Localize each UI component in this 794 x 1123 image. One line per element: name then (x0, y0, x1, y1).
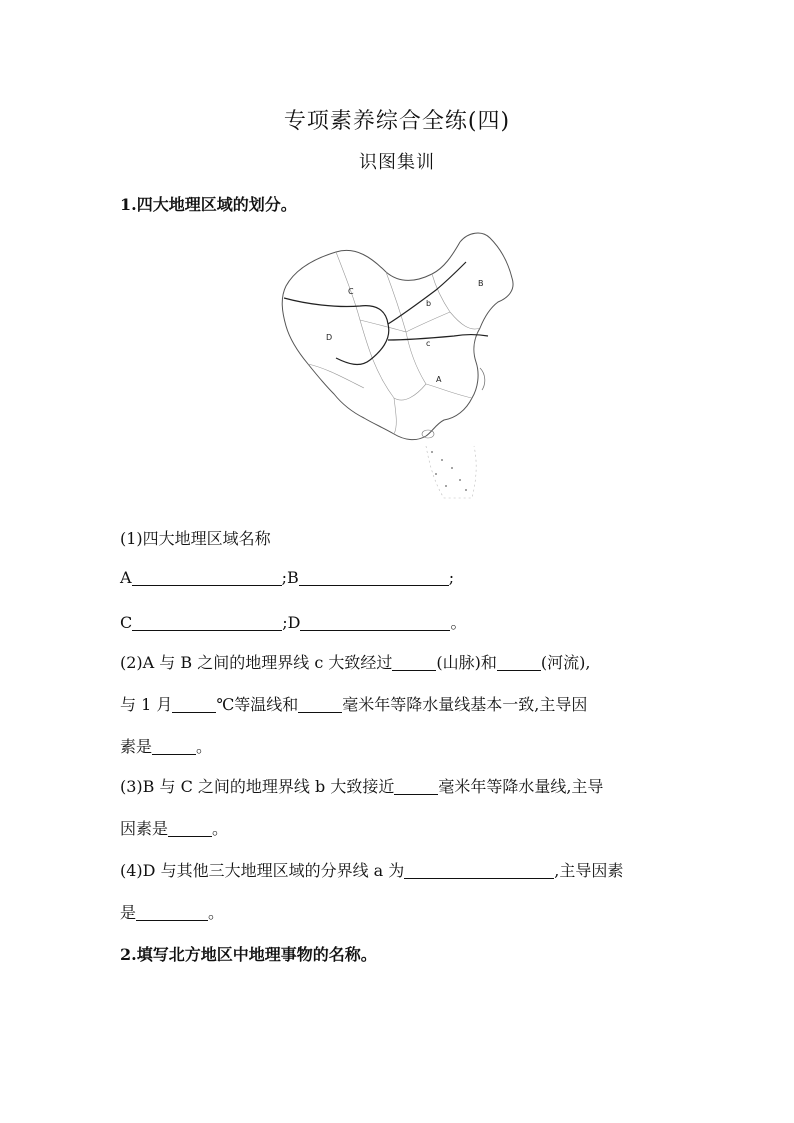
q1-sub2-line2 (120, 692, 587, 715)
q1-sub3-line1 (120, 774, 603, 797)
q1-sub2-text: (2)A 与 B 之间的地理界线 c 大致经过 (120, 653, 393, 672)
label-a: A (120, 568, 132, 587)
map-label-a: A (436, 375, 442, 384)
q1-sub4-text: ,主导因素 (554, 861, 624, 880)
q1-sub4-text: 。 (208, 903, 225, 922)
answer-blank-boundary-a[interactable] (404, 862, 554, 879)
q1-sub3-text: (3)B 与 C 之间的地理界线 b 大致接近 (120, 777, 395, 796)
map-outline (282, 233, 513, 440)
page-title: 专项素养综合全练(四) (283, 109, 511, 134)
answer-blank-precip[interactable] (298, 696, 342, 713)
q1-sub2-text: (山脉)和 (436, 653, 497, 672)
map-label-line-c: c (426, 339, 431, 348)
q1-row-ab (120, 568, 454, 587)
q1-sub2-text: (河流), (540, 653, 591, 672)
q1-sub3-text: 。 (212, 819, 229, 838)
q1-sub4-text: (4)D 与其他三大地理区域的分界线 a 为 (120, 861, 405, 880)
answer-blank-c[interactable] (132, 614, 282, 631)
q1-sub2-text: 素是 (120, 737, 153, 756)
map-label-d: D (326, 333, 333, 342)
q1-sub2-line1 (120, 650, 590, 673)
answer-blank-b[interactable] (299, 569, 449, 586)
answer-blank-isotherm[interactable] (172, 696, 216, 713)
label-c: C (120, 613, 133, 632)
q1-sub2-text: ℃等温线和 (216, 695, 299, 714)
q1-sub3-line2 (120, 816, 228, 839)
question-2-heading: 2.填写北方地区中地理事物的名称。 (120, 945, 377, 964)
map-label-line-b: b (426, 299, 432, 308)
china-regions-map (276, 228, 520, 504)
label-d: ;D (282, 613, 301, 632)
q1-sub4-line1 (120, 858, 623, 881)
question-1-heading: 1.四大地理区域的划分。 (120, 195, 297, 214)
answer-blank-river[interactable] (497, 654, 541, 671)
punct: ; (448, 568, 455, 587)
q1-sub3-text: 因素是 (120, 819, 169, 838)
q1-sub4-text: 是 (120, 903, 137, 922)
page-subtitle: 识图集训 (359, 152, 435, 173)
answer-blank-a[interactable] (132, 569, 282, 586)
answer-blank-factor-ab[interactable] (152, 738, 196, 755)
answer-blank-d[interactable] (300, 614, 450, 631)
q1-sub3-text: 毫米年等降水量线,主导 (438, 777, 604, 796)
punct: 。 (450, 613, 467, 632)
q1-sub1: (1)四大地理区域名称 (120, 529, 271, 548)
answer-blank-factor-bc[interactable] (168, 820, 212, 837)
map-label-c: C (348, 287, 354, 296)
answer-blank-precip-bc[interactable] (394, 778, 438, 795)
answer-blank-factor-d[interactable] (136, 904, 208, 921)
q1-sub2-text: 。 (196, 737, 213, 756)
boundary-c (388, 335, 488, 341)
boundary-a (284, 298, 389, 364)
boundary-b (388, 262, 466, 324)
q1-sub2-line3 (120, 734, 212, 757)
q1-row-cd (120, 610, 466, 633)
label-b: ;B (281, 568, 299, 587)
answer-blank-mountain[interactable] (392, 654, 436, 671)
map-label-b: B (478, 279, 484, 288)
q1-sub2-text: 与 1 月 (120, 695, 173, 714)
q1-sub2-text: 毫米年等降水量线基本一致,主导因 (342, 695, 588, 714)
q1-sub4-line2 (120, 900, 224, 923)
